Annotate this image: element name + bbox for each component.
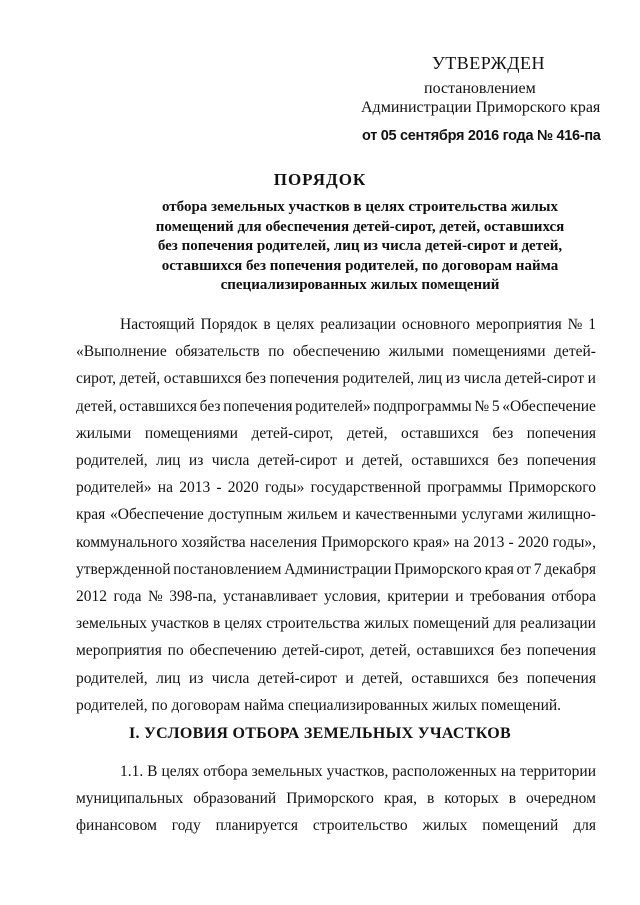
subtitle-line: оставшихся без попечения родителей, по договорам найма [161, 257, 559, 274]
document-subtitle [60, 198, 640, 296]
paragraph-line: родителей» на 2013 - 2020 годы» государственной программы Приморского [76, 479, 596, 497]
paragraph-line: муниципальных образований Приморского края, в которых в очередном [76, 790, 596, 808]
paragraph-line: 1.1. В целях отбора земельных участков, расположенных на территории [120, 763, 596, 780]
paragraph-line: коммунального хозяйства населения Приморского края» на 2013 - 2020 годы», [76, 533, 596, 551]
decree-number: от 05 сентября 2016 года № 416-па [362, 128, 601, 144]
paragraph-line: жилыми помещениями детей-сирот, детей, оставшихся без попечения [76, 424, 596, 442]
decree-label: постановлением [424, 80, 536, 97]
subtitle-line: отбора земельных участков в целях строительства жилых [161, 199, 558, 215]
paragraph-line: «Выполнение обязательств по обеспечению жилыми помещениями детей- [76, 343, 596, 361]
subtitle-line: помещений для обеспечения детей-сирот, детей, оставшихся [155, 218, 565, 235]
administration-label: Администрации Приморского края [361, 99, 601, 116]
paragraph-line: родителей, по договорам найма специализированных жилых помещений. [76, 696, 562, 714]
paragraph-line: мероприятия по обеспечению детей-сирот, детей, оставшихся без попечения [76, 642, 596, 660]
paragraph-line: родителей, лиц из числа детей-сирот и детей, оставшихся без попечения [76, 452, 596, 470]
paragraph-line: утвержденной постановлением Администрации Приморского края от 7 декабря [76, 560, 596, 578]
subtitle-line: специализированных жилых помещений [220, 277, 500, 293]
paragraph-line: финансовом году планируется строительство жилых помещений для [76, 817, 596, 835]
paragraph-line: сирот, детей, оставшихся без попечения родителей, лиц из числа детей-сирот и [76, 370, 596, 388]
paragraph-line: детей, оставшихся без попечения родителей» подпрограммы № 5 «Обеспечение [76, 397, 596, 415]
approved-stamp: УТВЕРЖДЕН [432, 53, 546, 73]
intro-paragraph [76, 311, 596, 719]
document-title: ПОРЯДОК [273, 170, 367, 189]
paragraph-line: Настоящий Порядок в целях реализации основного мероприятия № 1 [120, 316, 596, 333]
paragraph-line: края «Обеспечение доступным жильем и качественными услугами жилищно- [76, 506, 596, 524]
section-paragraph [76, 758, 596, 840]
section-heading: I. УСЛОВИЯ ОТБОРА ЗЕМЕЛЬНЫХ УЧАСТКОВ [129, 725, 511, 742]
paragraph-line: родителей, лиц из числа детей-сирот и детей, оставшихся без попечения [76, 669, 596, 687]
subtitle-line: без попечения родителей, лиц из числа детей-сирот и детей, [157, 238, 563, 254]
paragraph-line: земельных участков в целях строительства жилых помещений для реализации [76, 615, 596, 633]
paragraph-line: 2012 года № 398-па, устанавливает условия, критерии и требования отбора [76, 588, 596, 606]
